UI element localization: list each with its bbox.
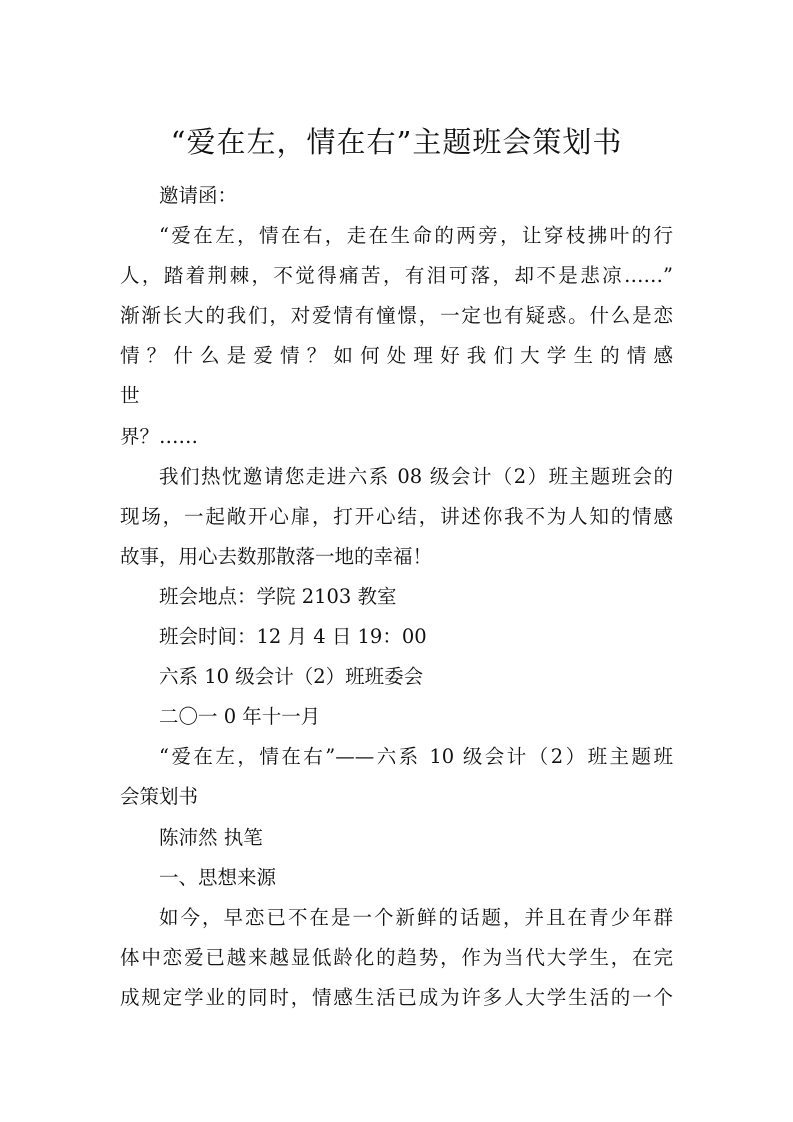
- text-line: 现场，一起敞开心扉，打开心结，讲述你我不为人知的情感: [120, 504, 673, 528]
- text-line: 二〇一 0 年十一月: [159, 705, 321, 729]
- section-paragraph: [120, 898, 673, 1018]
- text-line: “爱在左，情在右，走在生命的两旁，让穿枝拂叶的行: [159, 224, 673, 248]
- section-heading: [120, 858, 673, 898]
- text-line: “爱在左，情在右”——六系 10 级会计（2）班主题班: [159, 745, 673, 769]
- text-line: 人，踏着荆棘，不觉得痛苦，有泪可落，却不是悲凉……”: [120, 264, 673, 288]
- text-line: 如今，早恋已不在是一个新鲜的话题，并且在青少年群: [159, 905, 673, 929]
- organizer: [120, 657, 673, 697]
- meeting-time: [120, 617, 673, 657]
- invitation-heading: [120, 176, 673, 216]
- text-line: 情 ？ 什 么 是 爱 情 ？ 如 何 处 理 好 我 们 大 学 生 的 情 感 世: [120, 344, 673, 408]
- document-body: [120, 176, 673, 1018]
- text-line: 会策划书: [120, 785, 199, 809]
- text-line: 故事，用心去数那散落一地的幸福！: [120, 544, 433, 568]
- document-title: “爱在左，情在右”主题班会策划书: [170, 125, 623, 159]
- text-line: 渐渐长大的我们，对爱情有憧憬，一定也有疑惑。什么是恋: [120, 304, 673, 328]
- author-line: [120, 818, 673, 858]
- text-line: 六系 10 级会计（2）班班委会: [159, 665, 424, 689]
- invitation-paragraph-welcome: [120, 457, 673, 577]
- text-line: 成规定学业的同时，情感生活已成为许多人大学生活的一个: [120, 985, 673, 1009]
- text-line: 邀请函：: [159, 184, 238, 207]
- plan-subtitle: [120, 737, 673, 817]
- text-line: 我们热忱邀请您走进六系 08 级会计（2）班主题班会的: [159, 464, 673, 488]
- text-line: 界？……: [120, 424, 199, 448]
- date-line: [120, 697, 673, 737]
- text-line: 班会时间：12 月 4 日 19：00: [159, 625, 427, 649]
- text-line: 班会地点：学院 2103 教室: [159, 584, 397, 608]
- text-line: 陈沛然 执笔: [159, 825, 263, 849]
- meeting-location: [120, 577, 673, 617]
- text-line: 一、思想来源: [159, 865, 277, 889]
- text-line: 体中恋爱已越来越显低龄化的趋势，作为当代大学生，在完: [120, 945, 673, 969]
- invitation-paragraph-quote: [120, 216, 673, 457]
